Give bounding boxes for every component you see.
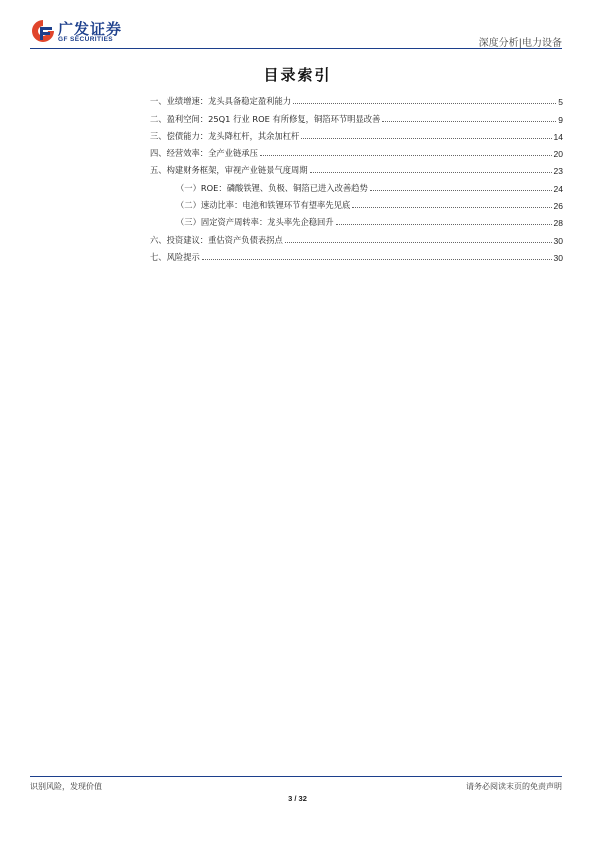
toc-page-number: 30 [553, 252, 563, 263]
table-of-contents [150, 90, 563, 263]
page-header [0, 0, 595, 48]
toc-page-number: 20 [553, 149, 563, 160]
gf-logo-icon [30, 18, 56, 44]
toc-leader-dots [310, 172, 552, 173]
toc-entry-text: （二）速动比率：电池和铁锂环节有望率先见底 [176, 200, 351, 211]
toc-subentry-3[interactable] [150, 211, 563, 228]
gf-securities-logo [30, 18, 150, 46]
report-category: 深度分析|电力设备 [478, 38, 562, 49]
toc-leader-dots [301, 138, 551, 139]
toc-entry-1[interactable] [150, 90, 563, 107]
toc-entry-text: 六、投资建议：重估资产负债表拐点 [150, 234, 283, 245]
footer-divider [30, 776, 562, 777]
toc-leader-dots [202, 259, 552, 260]
toc-page-number: 26 [553, 201, 563, 212]
toc-page-number: 9 [558, 114, 563, 125]
page-number: 3 / 32 [288, 794, 307, 803]
toc-entry-text: 三、偿债能力：龙头降杠杆，其余加杠杆 [150, 130, 300, 141]
toc-entry-2[interactable] [150, 107, 563, 124]
toc-subentry-1[interactable] [150, 176, 563, 193]
toc-page-number: 5 [558, 97, 563, 108]
footer-disclaimer-note: 请务必阅读末页的免责声明 [466, 782, 562, 791]
toc-entry-text: （三）固定资产周转率：龙头率先企稳回升 [176, 217, 334, 228]
footer-slogan: 识别风险，发现价值 [30, 782, 102, 791]
toc-page-number: 14 [553, 131, 563, 142]
toc-entry-text: 七、风险提示 [150, 251, 200, 262]
toc-leader-dots [293, 103, 556, 104]
toc-entry-5[interactable] [150, 159, 563, 176]
toc-leader-dots [382, 121, 556, 122]
toc-leader-dots [370, 190, 552, 191]
toc-entry-7[interactable] [150, 246, 563, 263]
toc-entry-4[interactable] [150, 142, 563, 159]
toc-leader-dots [285, 242, 552, 243]
toc-entry-text: 一、业绩增速：龙头具备稳定盈利能力 [150, 96, 292, 107]
toc-entry-6[interactable] [150, 228, 563, 245]
header-divider [30, 48, 562, 49]
toc-page-number: 30 [553, 235, 563, 246]
toc-title: 目录索引 [263, 66, 332, 84]
toc-page-number: 28 [553, 218, 563, 229]
toc-entry-text: 二、盈利空间：25Q1 行业 ROE 有所修复，铜箔环节明显改善 [150, 113, 381, 124]
logo-english-text: GF SECURITIES [58, 36, 114, 43]
toc-leader-dots [352, 207, 551, 208]
toc-leader-dots [336, 224, 552, 225]
toc-subentry-2[interactable] [150, 194, 563, 211]
toc-page-number: 24 [553, 183, 563, 194]
toc-entry-text: 五、构建财务框架，审视产业链景气度周期 [150, 165, 308, 176]
toc-page-number: 23 [553, 166, 563, 177]
toc-entry-text: 四、经营效率：全产业链承压 [150, 148, 258, 159]
toc-leader-dots [260, 155, 552, 156]
toc-entry-text: （一）ROE：磷酸铁锂、负极、铜箔已进入改善趋势 [176, 182, 368, 193]
logo-chinese-text: 广发证券 [58, 20, 123, 38]
toc-entry-3[interactable] [150, 125, 563, 142]
